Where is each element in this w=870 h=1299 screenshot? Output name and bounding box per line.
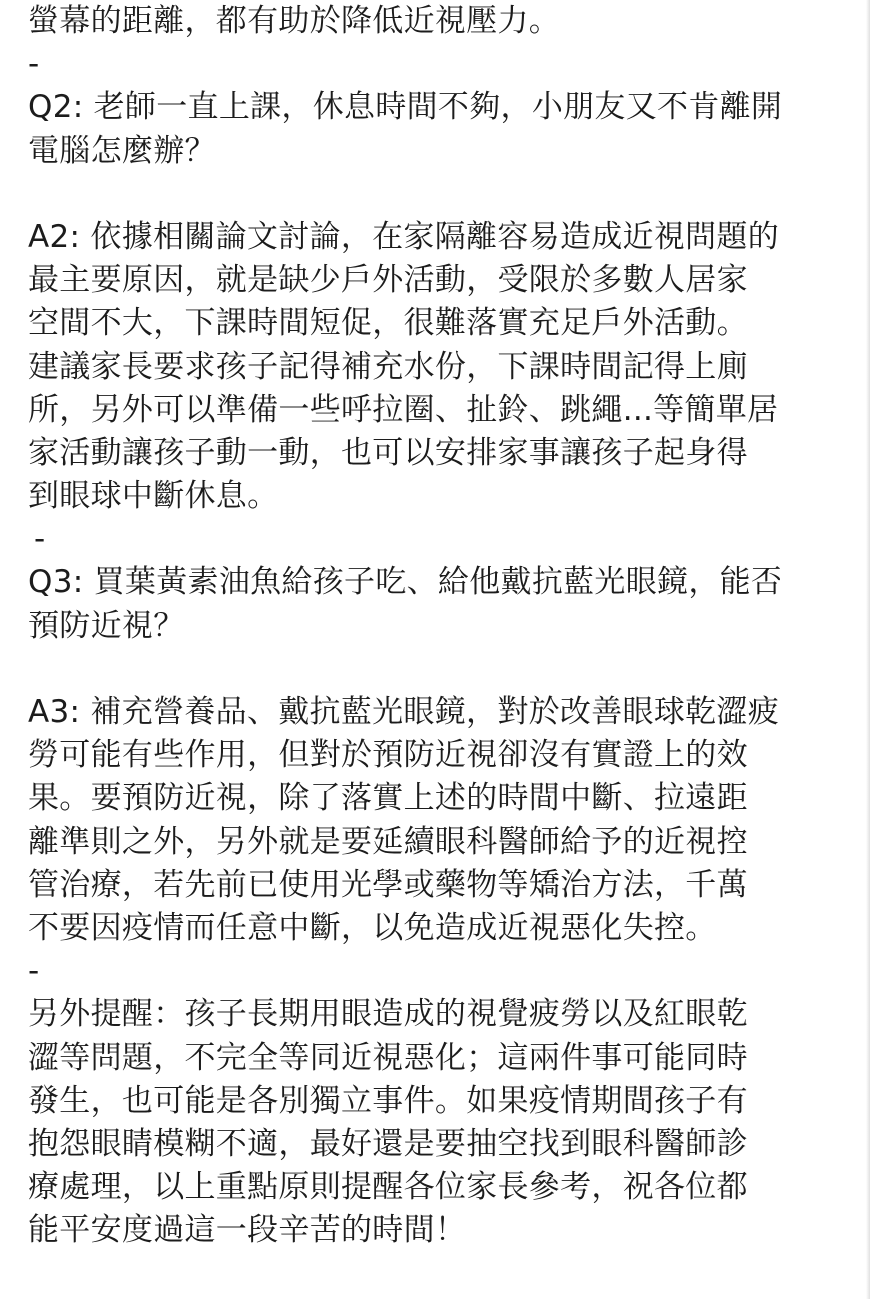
text-line: A3: 補充營養品、戴抗藍光眼鏡，對於改善眼球乾澀疲 xyxy=(28,694,780,730)
paragraph-intro-tail xyxy=(28,0,858,43)
text-line: 電腦怎麼辦？ xyxy=(28,132,216,169)
text-line: 離準則之外，另外就是要延續眼科醫師給予的近視控 xyxy=(28,823,748,860)
question-3 xyxy=(28,561,858,647)
answer-2 xyxy=(28,216,858,518)
text-line: 勞可能有些作用，但對於預防近視卻沒有實證上的效 xyxy=(28,737,748,774)
reminder xyxy=(28,993,858,1252)
separator: - xyxy=(34,521,46,558)
text-line: Q3: 買葉黃素油魚給孩子吃、給他戴抗藍光眼鏡，能否 xyxy=(28,564,783,601)
text-line: 果。要預防近視，除了落實上述的時間中斷、拉遠距 xyxy=(28,780,748,817)
text-line: 最主要原因，就是缺少戶外活動，受限於多數人居家 xyxy=(28,262,748,299)
text-line: 能平安度過這一段辛苦的時間！ xyxy=(28,1212,467,1249)
text-line: 預防近視？ xyxy=(28,607,185,644)
text-line: 管治療，若先前已使用光學或藥物等矯治方法，千萬 xyxy=(28,866,748,903)
text-line: 澀等問題，不完全等同近視惡化；這兩件事可能同時 xyxy=(28,1039,748,1076)
edge-shadow xyxy=(866,0,870,1299)
text-line: A2: 依據相關論文討論，在家隔離容易造成近視問題的 xyxy=(28,218,780,255)
post-body xyxy=(28,0,858,1252)
text-line: 不要因疫情而任意中斷，以免造成近視惡化失控。 xyxy=(28,909,717,946)
answer-3 xyxy=(28,691,858,950)
blank-line xyxy=(28,173,858,216)
text-line: 空間不大，下課時間短促，很難落實充足戶外活動。 xyxy=(28,305,748,342)
text-line: 螢幕的距離，都有助於降低近視壓力。 xyxy=(28,3,561,39)
separator: - xyxy=(28,953,40,990)
text-line: 所，另外可以準備一些呼拉圈、扯鈴、跳繩...等簡單居 xyxy=(28,391,779,428)
separator: - xyxy=(28,46,40,83)
text-line: 抱怨眼睛模糊不適，最好還是要抽空找到眼科醫師診 xyxy=(28,1125,748,1162)
blank-line xyxy=(28,648,858,691)
text-line: Q2: 老師一直上課，休息時間不夠，小朋友又不肯離開 xyxy=(28,89,783,126)
text-line: 另外提醒：孩子長期用眼造成的視覺疲勞以及紅眼乾 xyxy=(28,996,748,1033)
text-line: 到眼球中斷休息。 xyxy=(28,478,279,515)
text-line: 家活動讓孩子動一動，也可以安排家事讓孩子起身得 xyxy=(28,434,748,471)
text-line: 建議家長要求孩子記得補充水份，下課時間記得上廁 xyxy=(28,348,748,385)
question-2 xyxy=(28,86,858,172)
text-line: 發生，也可能是各別獨立事件。如果疫情期間孩子有 xyxy=(28,1082,748,1119)
text-line: 療處理，以上重點原則提醒各位家長參考，祝各位都 xyxy=(28,1169,748,1206)
